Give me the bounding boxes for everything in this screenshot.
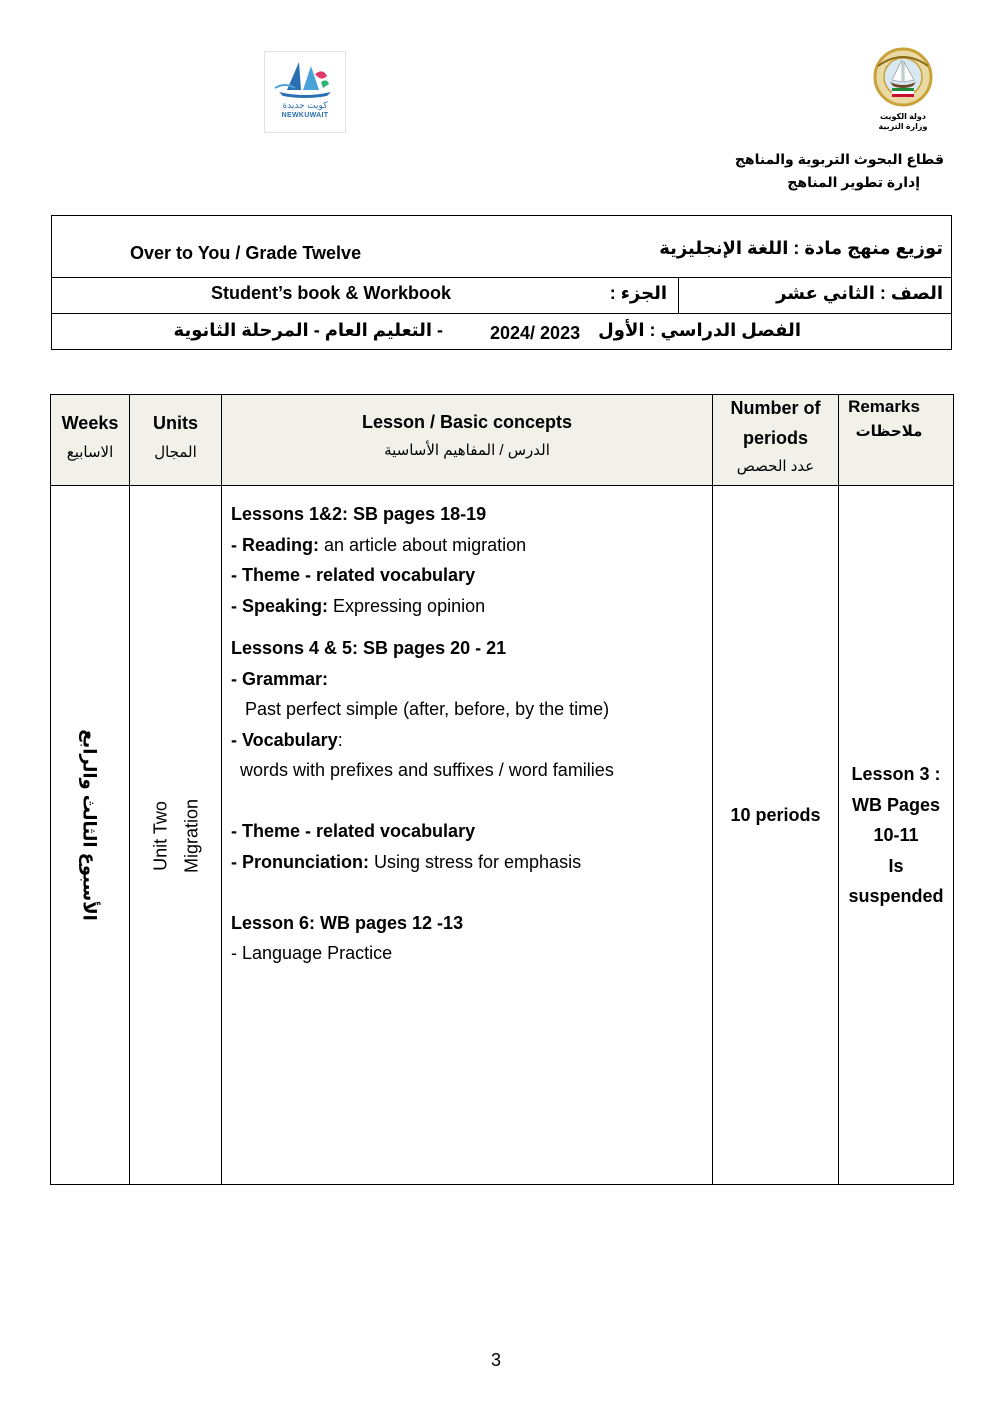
lesson-header-ar: الدرس / المفاهيم الأساسية [384, 442, 550, 459]
remarks-header-ar: ملاحظات [855, 423, 923, 440]
new-kuwait-english: NEWKUWAIT [281, 112, 329, 119]
books-label: Student’s book & Workbook [211, 283, 452, 303]
lesson-1-2-title: Lessons 1&2: SB pages 18-19 [231, 504, 487, 524]
periods-header-ar: عدد الحصص [736, 458, 815, 475]
pronunciation-item: - Pronunciation: Using stress for emphasis [231, 851, 582, 872]
speaking-item: - Speaking: Expressing opinion [231, 595, 486, 616]
department-title: إدارة تطوير المناهج [787, 174, 920, 190]
page-number: 3 [490, 1350, 501, 1370]
new-kuwait-logo [264, 51, 346, 133]
course-title: Over to You / Grade Twelve [130, 243, 362, 263]
theme-vocab-item-1: - Theme - related vocabulary [231, 565, 476, 585]
part-label: الجزء : [609, 283, 667, 303]
periods-header-en-1: Number of [730, 398, 821, 418]
language-practice-item: - Language Practice [231, 943, 393, 963]
kuwait-emblem-logo [868, 44, 938, 134]
sector-title: قطاع البحوث التربوية والمناهج [734, 151, 944, 167]
lesson-header-en: Lesson / Basic concepts [361, 412, 573, 432]
unit-name: Unit Two [150, 801, 171, 871]
lesson-6-title: Lesson 6: WB pages 12 -13 [231, 912, 464, 933]
emblem-caption-state: دولة الكويت [879, 112, 927, 121]
theme-vocab-item-2: - Theme - related vocabulary [231, 821, 476, 841]
grade-label: الصف : الثاني عشر [776, 283, 943, 303]
academic-year: 2024/ 2023 [490, 323, 581, 343]
remarks-line: WB Pages [851, 794, 941, 815]
unit-topic: Migration [181, 798, 202, 874]
new-kuwait-sail-icon [265, 52, 345, 100]
lesson-4-5-title: Lessons 4 & 5: SB pages 20 - 21 [231, 638, 507, 658]
kuwait-emblem-icon [868, 44, 938, 110]
remarks-line: 10-11 [873, 825, 919, 845]
emblem-caption-ministry: وزارة التربية [878, 122, 928, 131]
vocabulary-text: words with prefixes and suffixes / word families [240, 760, 614, 780]
grammar-text: Past perfect simple (after, before, by the time) [245, 699, 610, 719]
remarks-line: suspended [848, 886, 944, 906]
weeks-header-en: Weeks [61, 413, 119, 433]
remarks-line: Is [888, 855, 904, 876]
semester-label: الفصل الدراسي : الأول [598, 320, 801, 340]
remarks-line: Lesson 3 : [851, 764, 941, 784]
grammar-label: - Grammar: [231, 668, 329, 689]
units-header-en: Units [153, 413, 198, 433]
curriculum-table [50, 394, 954, 1185]
info-table [51, 215, 952, 350]
periods-header-en-2: periods [742, 428, 808, 448]
new-kuwait-arabic: كويت جديدة [282, 100, 328, 110]
periods-value: 10 periods [730, 805, 821, 825]
education-stage: - التعليم العام - المرحلة الثانوية [173, 320, 443, 340]
remarks-header-en: Remarks [848, 397, 920, 416]
subject-distribution: توزيع منهج مادة : اللغة الإنجليزية [659, 238, 943, 258]
units-header-ar: المجال [154, 444, 197, 461]
vocabulary-label: - Vocabulary: [231, 729, 343, 750]
remarks-value [839, 759, 953, 912]
weeks-header-ar: الاسابيع [66, 444, 114, 461]
reading-item: - Reading: an article about migration [231, 534, 527, 555]
lesson-content [231, 499, 711, 969]
weeks-value: الأسبوع الثالث والرابع [79, 729, 100, 921]
